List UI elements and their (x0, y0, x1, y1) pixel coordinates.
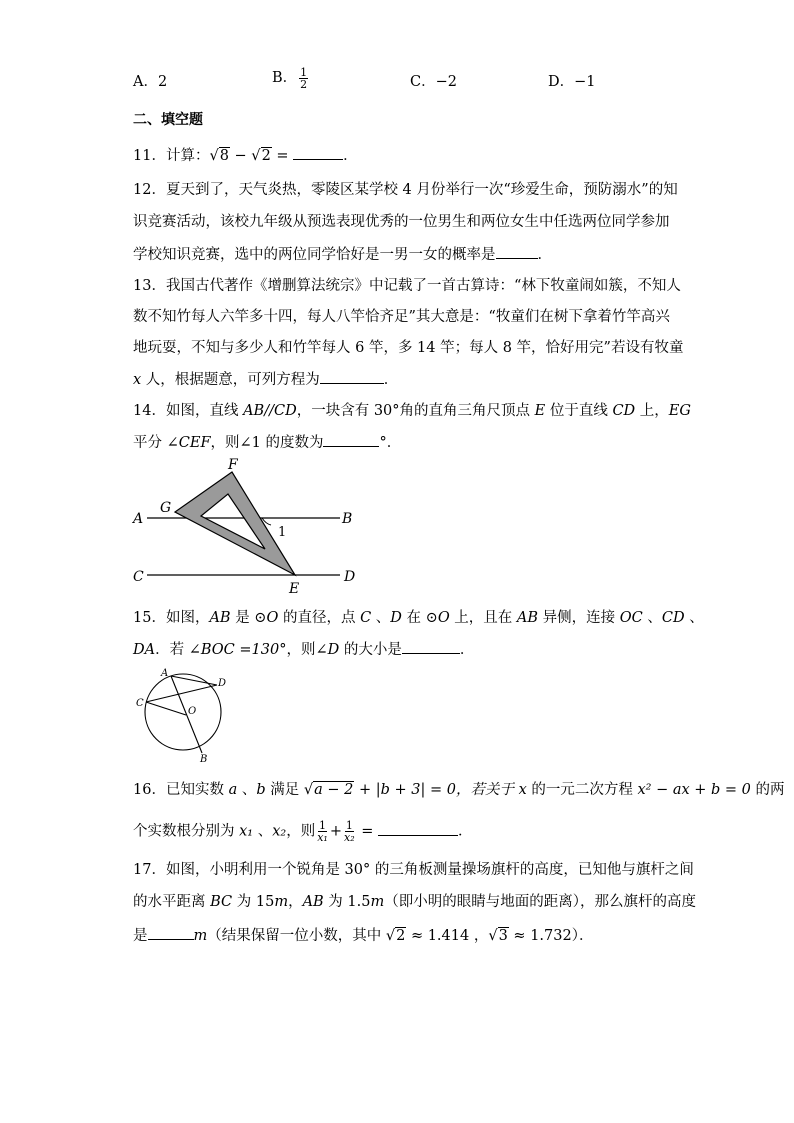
q17-text-b: 为 15 (232, 894, 275, 910)
q16-var-a: a (228, 782, 238, 798)
option-b-denominator: 2 (300, 77, 308, 91)
q15-text-i: 、 (684, 610, 704, 626)
q17-line-1: 17．如图，小明利用一个锐角是 30° 的三角板测量操场旗杆的高度，已知他与旗杆之间 (133, 862, 694, 878)
label-b: B (342, 511, 353, 527)
q15-text-e: 在 ⊙ (401, 610, 438, 626)
q16-equation: x² − ax + b = 0 (637, 782, 751, 798)
option-d-value: −1 (574, 74, 596, 90)
q13-var-x: x (133, 372, 142, 388)
q11-minus: − (234, 148, 247, 164)
q17-text-h: ≈ 1.414 ， (406, 928, 489, 944)
q13-line-1: 13．我国古代著作《增删算法统宗》中记载了一首古算诗：“林下牧童闹如簇，不知人 (133, 278, 681, 294)
q16-var-b: b (256, 782, 266, 798)
q16-root-1: x₁ (239, 823, 254, 840)
q13-line-2: 数不知竹每人六竿多十四，每人八竿恰齐足”其大意是：“牧童们在树下拿着竹竿高兴 (133, 309, 670, 325)
label-d: D (344, 569, 356, 585)
q15-text-g: 异侧，连接 (538, 610, 620, 626)
q13-line-4 (133, 369, 398, 390)
q13-line-4-text: 人，根据题意，可列方程为 (141, 372, 320, 388)
q11-answer-blank[interactable] (293, 145, 343, 160)
label-c: C (133, 569, 144, 585)
q15-text-l: 的大小是 (339, 642, 402, 658)
q14-figure (125, 455, 365, 600)
q17-text-d: 为 1.5 (323, 894, 371, 910)
q12-line-1: 12．夏天到了，天气炎热，零陵区某学校 4 月份举行一次“珍爱生命，预防溺水”的知 (133, 182, 678, 198)
q17-text-g: （结果保留一位小数，其中 (207, 928, 386, 944)
option-a-label: A． (133, 74, 158, 90)
q12-answer-blank[interactable] (496, 244, 538, 259)
q16-f2-num: 1 (345, 819, 353, 832)
option-a (133, 70, 167, 91)
label-a: A (161, 668, 169, 679)
q14-line-cd: CD (273, 403, 297, 419)
option-d-label: D． (548, 74, 575, 90)
label-o: O (188, 706, 197, 717)
q17-text-c: ， (288, 894, 303, 910)
q17-radicand-3: 3 (498, 928, 508, 944)
q11-radicand-1: 8 (219, 148, 229, 164)
segment-da (171, 676, 217, 685)
q14-line-cd-2: CD (612, 403, 636, 419)
option-b-numerator: 1 (300, 65, 308, 79)
q16-end: ． (458, 823, 473, 840)
q16-text-d: + |b + 3| = 0，若关于 (354, 782, 519, 798)
q15-figure (130, 662, 240, 767)
q17-answer-blank[interactable] (148, 925, 194, 940)
q12-line-3 (133, 244, 552, 265)
label-a: A (133, 511, 144, 527)
q14-line-2 (133, 432, 401, 453)
label-c: C (136, 698, 144, 709)
q14-angle-cef: ∠CEF (166, 435, 211, 451)
q17-segment-bc: BC (210, 894, 233, 910)
q15-angle-d: D (327, 642, 340, 658)
q16-line-2 (133, 820, 473, 843)
q12-end: ． (537, 247, 552, 263)
q11-radicand-2: 2 (261, 148, 271, 164)
q16-fraction-2 (344, 820, 355, 843)
q12-line-2: 识竞赛活动，该校九年级从预选表现优秀的一位男生和两位女生中任选两位同学参加 (133, 214, 670, 230)
q16-text-f: 的两 (750, 782, 785, 798)
label-1: 1 (278, 525, 287, 540)
q15-diameter-ab: AB (209, 610, 231, 626)
q14-text-b: ，一块含有 30°角的直角三角尺顶点 (296, 403, 535, 419)
q15-segment-cd: CD (661, 610, 685, 626)
q16-text-e: 的一元二次方程 (526, 782, 638, 798)
option-d (548, 70, 596, 91)
label-g: G (160, 500, 172, 516)
q16-text-h: 、 (253, 823, 273, 840)
circle-o (145, 674, 221, 750)
q15-text-k: ，则∠ (286, 642, 328, 658)
q13-answer-blank[interactable] (320, 369, 384, 384)
q14-text-c: 位于直线 (545, 403, 613, 419)
q14-parallel: // (264, 403, 274, 419)
q16-line-1: 16．已知实数 a 、b 满足 √a − 2 + |b + 3| = 0，若关于 x 的一元二次方程 x² − ax + b = 0 的两 (133, 782, 785, 798)
segment-oc (146, 702, 186, 715)
q15-line-2 (133, 639, 474, 660)
q15-segment-da: DA (133, 642, 156, 658)
q15-text-j: ．若 (155, 642, 189, 658)
q16-fraction-1 (317, 820, 328, 843)
option-c-label: C． (410, 74, 436, 90)
q15-diameter-ab-2: AB (516, 610, 539, 626)
q17-text-i: ≈ 1.732）． (508, 928, 594, 944)
q16-text-b: 、 (237, 782, 257, 798)
q11-end: ． (343, 148, 358, 164)
q15-angle-boc: ∠BOC =130° (188, 642, 287, 658)
q14-text-f: ，则∠1 的度数为 (210, 435, 324, 451)
q15-point-c: C (360, 610, 372, 626)
q14-answer-blank[interactable] (323, 432, 379, 447)
q11-number: 11． (133, 148, 166, 164)
q17-radicand-2: 2 (396, 928, 406, 944)
label-f: F (228, 457, 238, 473)
q15-circle-o-2: O (437, 610, 450, 626)
q11-prompt: 计算： (165, 148, 210, 164)
q17-unit-m-3: m (193, 928, 208, 944)
section-title: 二、填空题 (133, 112, 203, 128)
q15-text-f: 上，且在 (449, 610, 517, 626)
segment-cd (146, 685, 217, 702)
option-b (272, 66, 310, 90)
q16-text-g: 个实数根分别为 (133, 823, 240, 840)
q15-segment-oc: OC (619, 610, 643, 626)
q14-end: °． (379, 435, 402, 451)
label-d: D (218, 678, 227, 689)
q17-line-2 (133, 892, 696, 912)
q17-unit-m-2: m (370, 894, 385, 910)
q16-text-c: 满足 (265, 782, 304, 798)
question-11: 11．计算：√8 − √2 = ． (133, 145, 358, 166)
q15-line-1 (133, 608, 704, 628)
q14-line-ab: AB (243, 403, 265, 419)
set-square (175, 472, 295, 575)
q11-equals: = (276, 148, 289, 164)
diameter-ab (171, 676, 202, 753)
q15-answer-blank[interactable] (402, 639, 460, 654)
q17-text-f: 是 (133, 928, 148, 944)
q16-radicand: a − 2 (314, 782, 354, 798)
q16-plus: + (329, 823, 342, 840)
q15-text-b: 是 ⊙ (230, 610, 267, 626)
q16-f1-num: 1 (319, 819, 327, 832)
option-c (410, 70, 457, 91)
q15-circle-o: O (266, 610, 279, 626)
q14-line-1 (133, 401, 691, 421)
q16-equals: = (361, 823, 374, 840)
q15-end: ． (459, 642, 475, 658)
q17-text-a: 的水平距离 (133, 894, 211, 910)
q17-unit-m: m (274, 894, 289, 910)
q16-text-i: ，则 (286, 823, 316, 840)
q16-text-a: 16．已知实数 (133, 782, 229, 798)
q13-end: ． (383, 372, 399, 388)
q17-segment-ab: AB (302, 894, 324, 910)
label-b: B (200, 754, 208, 765)
q16-f2-den: x₂ (344, 831, 355, 844)
q13-line-3: 地玩耍，不知与多少人和竹竿每人 6 竿，多 14 竿；每人 8 竿，恰好用完”若设有牧童 (133, 340, 684, 356)
q16-answer-blank[interactable] (378, 821, 458, 836)
q16-var-x: x (518, 782, 527, 798)
q14-text-d: 上， (635, 403, 669, 419)
q14-text-e: 平分 (133, 435, 167, 451)
label-e: E (289, 581, 300, 597)
q14-text-a: 14．如图，直线 (133, 403, 244, 419)
option-b-fraction (299, 67, 308, 90)
q14-point-e: E (534, 403, 546, 419)
q17-line-3: 是 m（结果保留一位小数，其中 √2 ≈ 1.414 ，√3 ≈ 1.732）． (133, 925, 593, 946)
q14-ray-eg: EG (668, 403, 691, 419)
q15-point-d: D (390, 610, 402, 626)
q15-text-d: 、 (371, 610, 391, 626)
q12-line-3-text: 学校知识竞赛，选中的两位同学恰好是一男一女的概率是 (133, 247, 496, 263)
q17-text-e: （即小明的眼睛与地面的距离），那么旗杆的高度 (384, 894, 696, 910)
q16-root-2: x₂ (272, 823, 287, 840)
option-a-value: 2 (157, 74, 168, 90)
q15-text-c: 的直径，点 (278, 610, 361, 626)
option-b-label: B． (272, 70, 298, 86)
q15-text-h: 、 (642, 610, 662, 626)
q16-f1-den: x₁ (317, 831, 328, 844)
option-c-value: −2 (435, 74, 457, 90)
q15-text-a: 15．如图， (133, 610, 210, 626)
